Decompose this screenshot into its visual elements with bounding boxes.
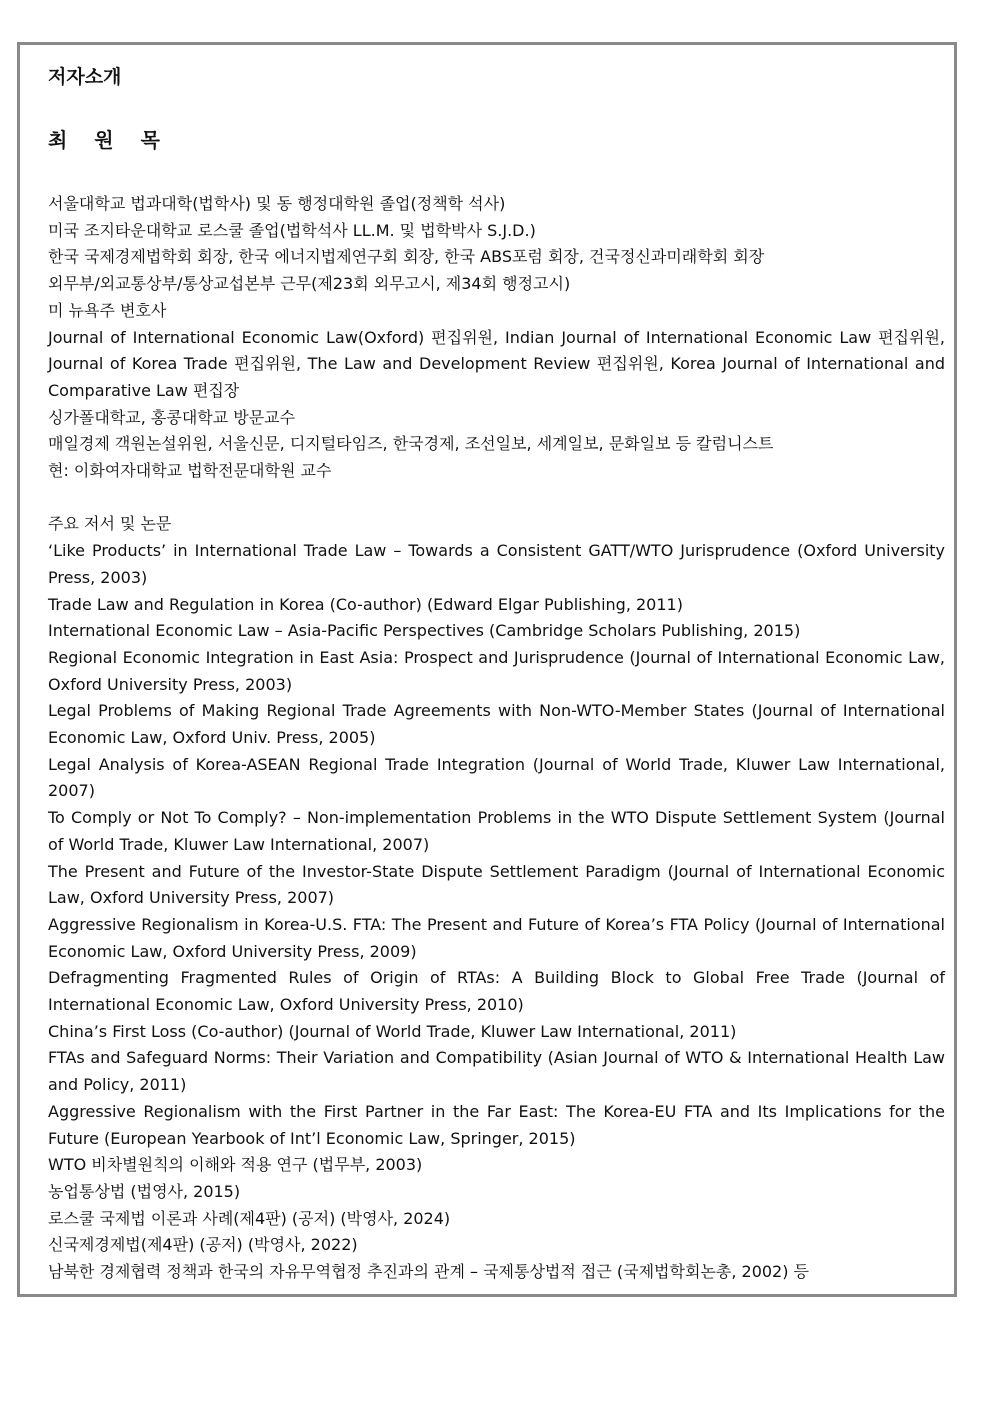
- section-heading: 저자소개: [48, 66, 122, 88]
- bio-list: [48, 191, 945, 485]
- publication-item: 로스쿨 국제법 이론과 사례(제4판) (공저) (박영사, 2024): [48, 1208, 451, 1228]
- bio-item: 현: 이화여자대학교 법학전문대학원 교수: [48, 461, 332, 481]
- bio-item: 외무부/외교통상부/통상교섭본부 근무(제23회 외무고시, 제34회 행정고시): [48, 274, 571, 294]
- publication-item: 농업통상법 (법영사, 2015): [48, 1182, 241, 1201]
- publication-item: China’s First Loss (Co-author) (Journal of World Trade, Kluwer Law International, 2011): [48, 1021, 737, 1041]
- author-intro-box: [17, 42, 957, 1297]
- bio-item: 미국 조지타운대학교 로스쿨 졸업(법학석사 LL.M. 및 법학박사 S.J.D.): [48, 220, 536, 240]
- publication-item: Regional Economic Integration in East Asia: Prospect and Jurisprudence (Journal of International Economic Law, Oxford University Press, 2003): [48, 647, 945, 694]
- publication-item: 신국제경제법(제4판) (공저) (박영사, 2022): [48, 1235, 358, 1255]
- publication-item: International Economic Law – Asia-Pacific Perspectives (Cambridge Scholars Publishing, 2015): [48, 621, 801, 641]
- publication-item: FTAs and Safeguard Norms: Their Variation and Compatibility (Asian Journal of WTO & International Health Law and Policy, 2011): [48, 1048, 945, 1095]
- bio-item: 미 뉴욕주 변호사: [48, 300, 167, 320]
- bio-item: 싱가폴대학교, 홍콩대학교 방문교수: [48, 407, 296, 427]
- publication-item: 남북한 경제협력 정책과 한국의 자유무역협정 추진과의 관계 – 국제통상법적 접근 (국제법학회논총, 2002) 등: [48, 1262, 810, 1282]
- publication-item: ‘Like Products’ in International Trade Law – Towards a Consistent GATT/WTO Jurisprudence (Oxford University Press, 2003): [48, 541, 945, 587]
- publication-item: Defragmenting Fragmented Rules of Origin of RTAs: A Building Block to Global Free Trade (Journal of International Economic Law, Oxford University Press, 2010): [48, 968, 945, 1015]
- publication-item: Legal Analysis of Korea-ASEAN Regional Trade Integration (Journal of World Trade, Kluwer Law International, 2007): [48, 754, 945, 801]
- bio-item: 매일경제 객원논설위원, 서울신문, 디지털타임즈, 한국경제, 조선일보, 세계일보, 문화일보 등 칼럼니스트: [48, 434, 774, 454]
- author-name: 최 원 목: [48, 128, 170, 152]
- bio-item: Journal of International Economic Law(Oxford) 편집위원, Indian Journal of International Economic Law 편집위원, Journal of Korea Trade 편집위원, The Law and Development Review 편집위원, Korea Journal of International and Comparative Law 편집장: [48, 327, 945, 400]
- bio-item: 한국 국제경제법학회 회장, 한국 에너지법제연구회 회장, 한국 ABS포럼 회장, 건국정신과미래학회 회장: [48, 247, 765, 267]
- publication-item: The Present and Future of the Investor-State Dispute Settlement Paradigm (Journal of International Economic Law, Oxford University Press, 2007): [48, 861, 945, 908]
- publications-heading: 주요 저서 및 논문: [48, 514, 172, 534]
- publication-item: Aggressive Regionalism with the First Partner in the Far East: The Korea-EU FTA and Its Implications for the Future (European Yearbook of Int’l Economic Law, Springer, 2015): [48, 1101, 945, 1148]
- publication-item: WTO 비차별원칙의 이해와 적용 연구 (법무부, 2003): [48, 1155, 423, 1175]
- publications-list: [48, 538, 945, 1286]
- publication-item: Trade Law and Regulation in Korea (Co-author) (Edward Elgar Publishing, 2011): [48, 594, 683, 614]
- bio-item: 서울대학교 법과대학(법학사) 및 동 행정대학원 졸업(정책학 석사): [48, 194, 506, 213]
- publication-item: To Comply or Not To Comply? – Non-implementation Problems in the WTO Dispute Settlement System (Journal of World Trade, Kluwer Law International, 2007): [48, 808, 945, 854]
- publication-item: Legal Problems of Making Regional Trade Agreements with Non-WTO-Member States (Journal of International Economic Law, Oxford Univ. Press, 2005): [48, 701, 945, 748]
- publication-item: Aggressive Regionalism in Korea-U.S. FTA: The Present and Future of Korea’s FTA Policy (Journal of International Economic Law, Oxford University Press, 2009): [48, 914, 945, 961]
- author-intro-content: [48, 63, 945, 1286]
